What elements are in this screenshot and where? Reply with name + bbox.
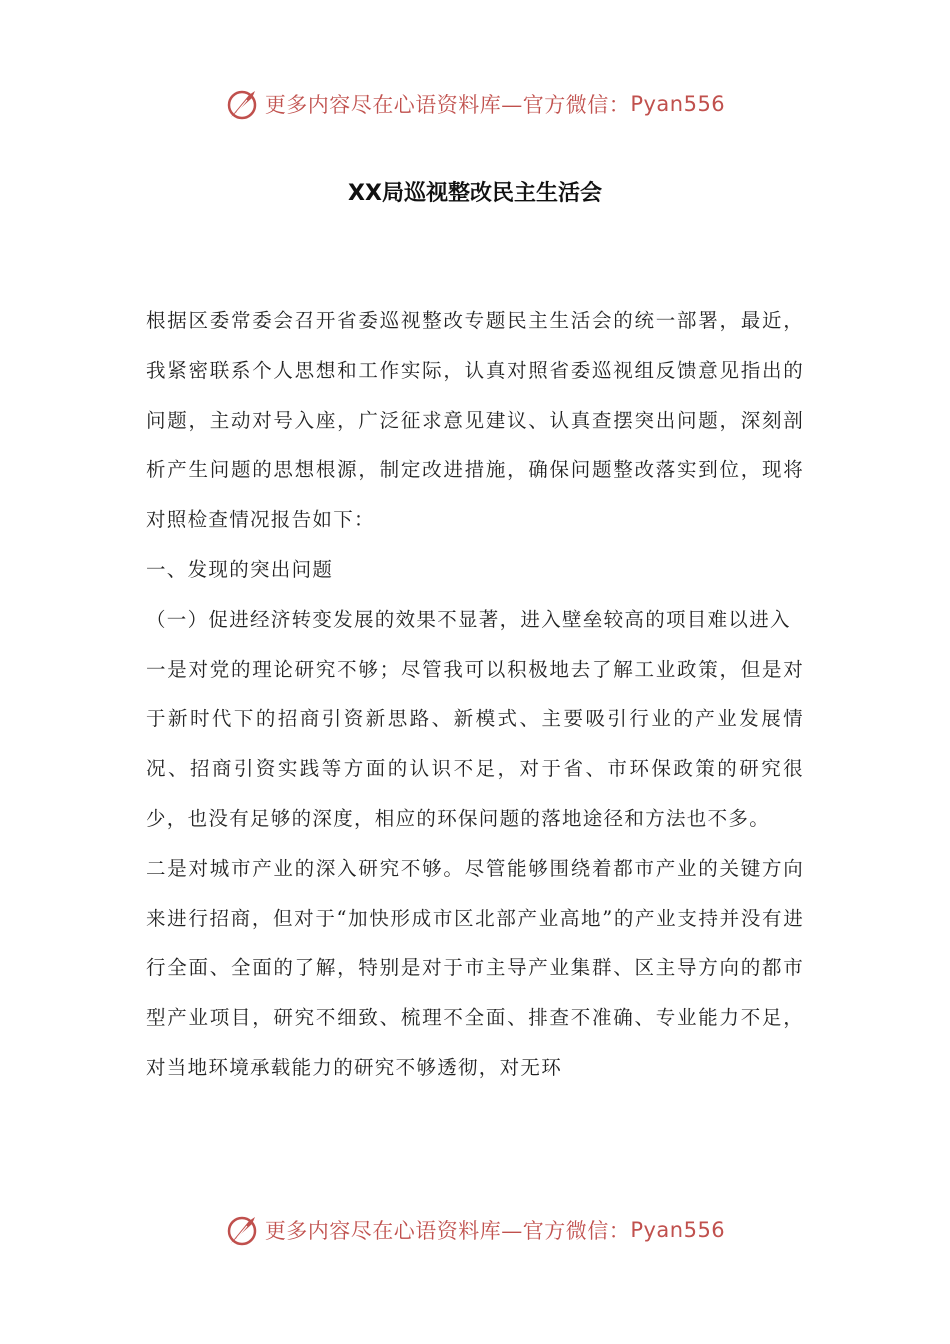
watermark-banner-top (0, 84, 950, 124)
section-heading: 一、发现的突出问题 (146, 557, 334, 581)
watermark-banner-bottom (0, 1210, 950, 1250)
document-body (146, 296, 804, 1093)
watermark-text: 更多内容尽在心语资料库—官方微信： (264, 93, 631, 117)
paragraph-point-one: 一是对党的理论研究不够；尽管我可以积极地去了解工业政策，但是对于新时代下的招商引资新思路、新模式、主要吸引行业的产业发展情况、招商引资实践等方面的认识不足，对于省、市环保政策的研究很少，也没有足够的深度，相应的环保问题的落地途径和方法也不多。 (146, 657, 804, 830)
watermark-text: 更多内容尽在心语资料库—官方微信： (264, 1219, 631, 1243)
subsection-heading: （一）促进经济转变发展的效果不显著，进入壁垒较高的项目难以进入 (146, 607, 791, 631)
document-title: XX局巡视整改民主生活会 (348, 181, 602, 206)
quill-pen-circle-icon (225, 86, 261, 122)
quill-pen-circle-icon (225, 1212, 261, 1248)
paragraph-intro: 根据区委常委会召开省委巡视整改专题民主生活会的统一部署，最近，我紧密联系个人思想和工作实际，认真对照省委巡视组反馈意见指出的问题，主动对号入座，广泛征求意见建议、认真查摆突出问题，深刻剖析产生问题的思想根源，制定改进措施，确保问题整改落实到位，现将对照检查情况报告如下： (146, 309, 804, 532)
watermark-wechat-id: Pyan556 (630, 92, 726, 116)
paragraph-point-two: 二是对城市产业的深入研究不够。尽管能够围绕着都市产业的关键方向来进行招商，但对于“加快形成市区北部产业高地”的产业支持并没有进行全面、全面的了解，特别是对于市主导产业集群、区主导方向的都市型产业项目，研究不细致、梳理不全面、排查不准确、专业能力不足，对当地环境承载能力的研究不够透彻，对无环 (146, 856, 804, 1079)
watermark-wechat-id: Pyan556 (630, 1218, 726, 1242)
